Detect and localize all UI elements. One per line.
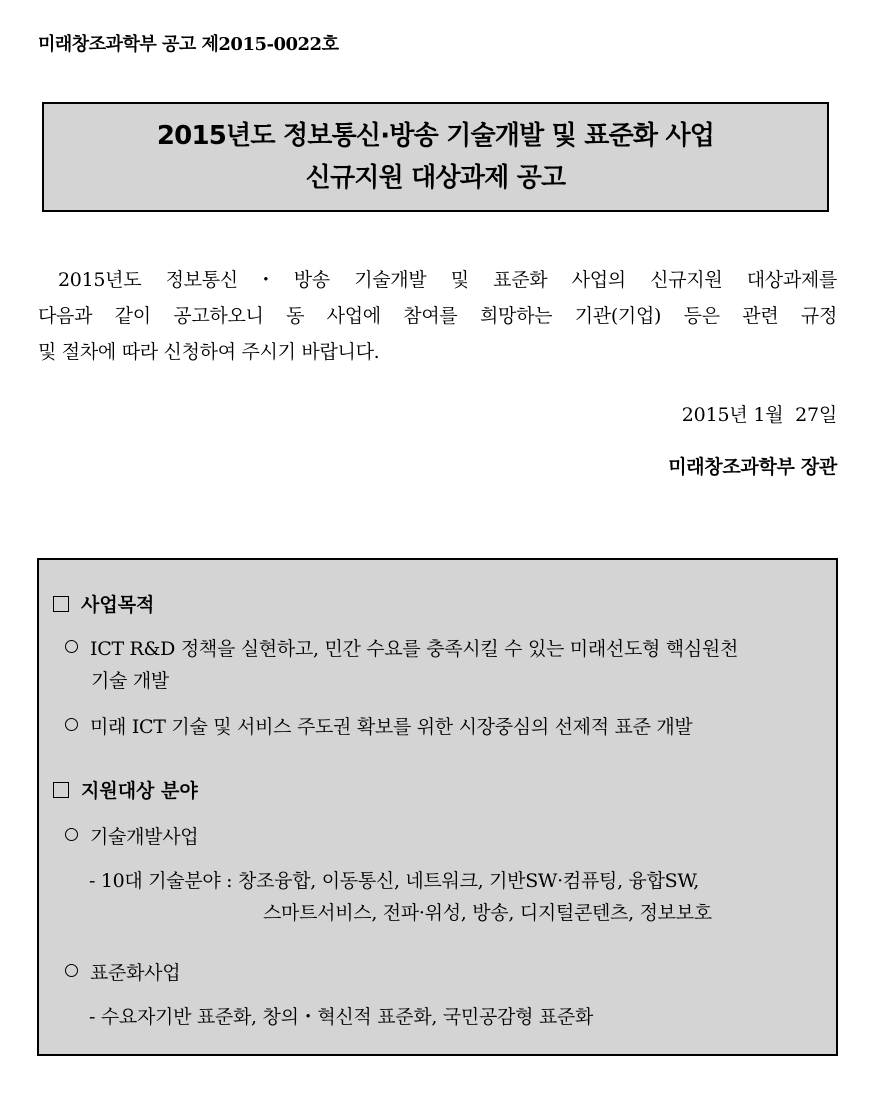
tech-dev-item (65, 822, 198, 849)
notice-date: 2015년 1월 27일 (681, 404, 837, 426)
title-line-1: 2015년도 정보통신·방송 기술개발 및 표준화 사업 (156, 121, 715, 151)
circle-bullet-icon (65, 964, 78, 977)
intro-paragraph (38, 262, 837, 370)
section-support-heading: 지원대상 분야 (81, 780, 198, 802)
standardization-item (65, 958, 180, 985)
circle-bullet-icon (65, 718, 78, 731)
checkbox-icon (53, 782, 69, 798)
standardization-detail: - 수요자기반 표준화, 창의・혁신적 표준화, 국민공감형 표준화 (89, 1006, 594, 1028)
standardization-title: 표준화사업 (90, 962, 181, 984)
circle-bullet-icon (65, 828, 78, 841)
section-support (53, 776, 198, 803)
purpose-bullet-2-text: 미래 ICT 기술 및 서비스 주도권 확보를 위한 시장중심의 선제적 표준 개발 (90, 716, 693, 738)
intro-line-1: 2015년도 정보통신・방송 기술개발 및 표준화 사업의 신규지원 대상과제를 (58, 269, 837, 291)
issuer: 미래창조과학부 장관 (668, 456, 837, 478)
purpose-bullet-1 (65, 634, 738, 661)
purpose-bullet-1-text: ICT R&D 정책을 실현하고, 민간 수요를 충족시킬 수 있는 미래선도형 핵심원천 (90, 638, 739, 660)
info-box (37, 558, 838, 1056)
tech-dev-title: 기술개발사업 (90, 826, 199, 848)
title-box (42, 102, 829, 212)
intro-line-3: 및 절차에 따라 신청하여 주시기 바랍니다. (38, 341, 380, 363)
intro-line-2: 다음과 같이 공고하오니 동 사업에 참여를 희망하는 기관(기업) 등은 관련 규정 (38, 305, 837, 327)
section-purpose (53, 590, 154, 617)
title-line-2: 신규지원 대상과제 공고 (305, 163, 566, 193)
section-purpose-heading: 사업목적 (81, 594, 155, 616)
purpose-bullet-1-cont: 기술 개발 (91, 670, 169, 692)
notice-number: 미래창조과학부 공고 제2015-0022호 (38, 34, 339, 55)
tech-fields-line-2: 스마트서비스, 전파·위성, 방송, 디지털콘텐츠, 정보보호 (263, 902, 712, 924)
circle-bullet-icon (65, 640, 78, 653)
tech-fields-line-1: - 10대 기술분야 : 창조융합, 이동통신, 네트워크, 기반SW·컴퓨팅, 융합SW, (89, 870, 700, 892)
checkbox-icon (53, 596, 69, 612)
purpose-bullet-2 (65, 712, 692, 739)
